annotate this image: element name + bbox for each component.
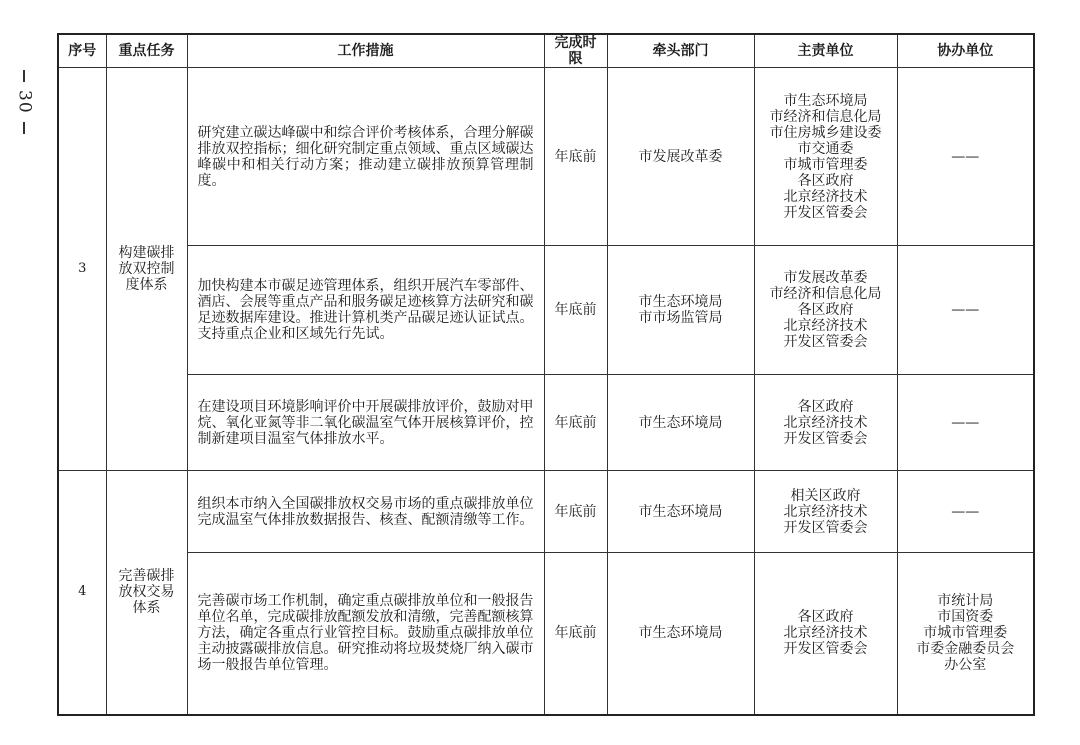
row-measure: 完善碳市场工作机制，确定重点碳排放单位和一般报告单位名单，完成碳排放配额发放和清缴，完善配额核算方法，确定各重点行业管控目标。鼓励重点碳排放单位主动披露碳排放信息。研究推动将垃圾焚烧厂纳入碳市场一般报告单位管理。	[187, 553, 544, 715]
assist-unit-item: 市统计局	[937, 593, 994, 610]
resp-unit-item: 北京经济技术	[783, 503, 868, 520]
row-deadline: 年底前	[544, 375, 607, 471]
page-number	[10, 66, 38, 138]
resp-unit-item: 开发区管委会	[783, 204, 868, 221]
row-lead-dept	[607, 68, 754, 246]
row-resp-unit	[754, 553, 897, 715]
assist-unit-item: 市委金融委员会	[916, 641, 1015, 658]
row-assist-unit: ——	[897, 68, 1034, 246]
header-lead-dept: 牵头部门	[607, 34, 754, 68]
assist-unit-item: 市国资委	[937, 609, 994, 626]
lead-dept-item: 市生态环境局	[638, 503, 723, 520]
resp-unit-item: 北京经济技术	[783, 188, 868, 205]
row-lead-dept	[607, 471, 754, 553]
assist-unit-item: 市城市管理委	[923, 625, 1008, 642]
resp-unit-item: 开发区管委会	[783, 334, 868, 350]
row-resp-unit	[754, 68, 897, 246]
row-deadline: 年底前	[544, 68, 607, 246]
page-number-dash-bottom	[23, 122, 25, 134]
row-deadline: 年底前	[544, 553, 607, 715]
resp-unit-item: 市生态环境局	[783, 92, 868, 109]
row-lead-dept	[607, 375, 754, 471]
row-seq: 3	[58, 68, 106, 471]
assist-unit-item: 办公室	[944, 657, 987, 674]
table-row	[58, 375, 1034, 471]
header-task: 重点任务	[106, 34, 187, 68]
header-resp-unit: 主责单位	[754, 34, 897, 68]
row-resp-unit	[754, 246, 897, 375]
row-measure: 组织本市纳入全国碳排放权交易市场的重点碳排放单位完成温室气体排放数据报告、核查、配额清缴等工作。	[187, 471, 544, 553]
resp-unit-item: 各区政府	[797, 172, 854, 189]
lead-dept-item: 市生态环境局	[638, 414, 723, 431]
row-seq: 4	[58, 471, 106, 715]
lead-dept-item: 市市场监管局	[638, 310, 723, 326]
lead-dept-item: 市生态环境局	[638, 625, 723, 642]
resp-unit-item: 相关区政府	[790, 487, 861, 504]
resp-unit-item: 各区政府	[797, 398, 854, 415]
row-assist-unit	[897, 553, 1034, 715]
row-assist-unit: ——	[897, 246, 1034, 375]
row-lead-dept	[607, 246, 754, 375]
page-number-dash-top	[23, 70, 25, 82]
table-row	[58, 68, 1034, 246]
header-seq: 序号	[58, 34, 106, 68]
resp-unit-item: 市经济和信息化局	[769, 286, 882, 302]
row-task: 构建碳排放双控制度体系	[106, 68, 187, 471]
resp-unit-item: 市发展改革委	[783, 270, 868, 286]
table-row	[58, 471, 1034, 553]
resp-unit-item: 北京经济技术	[783, 318, 868, 334]
resp-unit-item: 开发区管委会	[783, 519, 868, 536]
row-deadline: 年底前	[544, 471, 607, 553]
row-lead-dept	[607, 553, 754, 715]
header-assist-unit: 协办单位	[897, 34, 1034, 68]
resp-unit-item: 开发区管委会	[783, 430, 868, 447]
table-row	[58, 553, 1034, 715]
header-measure: 工作措施	[187, 34, 544, 68]
header-row	[58, 34, 1034, 68]
lead-dept-item: 市生态环境局	[638, 294, 723, 310]
header-deadline: 完成时限	[544, 34, 607, 68]
row-resp-unit	[754, 375, 897, 471]
row-measure: 在建设项目环境影响评价中开展碳排放评价，鼓励对甲烷、氧化亚氮等非二氧化碳温室气体开展核算评价，控制新建项目温室气体排放水平。	[187, 375, 544, 471]
row-deadline: 年底前	[544, 246, 607, 375]
resp-unit-item: 各区政府	[797, 609, 854, 626]
resp-unit-item: 各区政府	[797, 302, 854, 318]
row-assist-unit: ——	[897, 471, 1034, 553]
page-number-text: 30	[14, 90, 35, 114]
lead-dept-item: 市发展改革委	[638, 148, 723, 165]
resp-unit-item: 市城市管理委	[783, 156, 868, 173]
row-task: 完善碳排放权交易体系	[106, 471, 187, 715]
resp-unit-item: 市住房城乡建设委	[769, 124, 882, 141]
row-measure: 加快构建本市碳足迹管理体系，组织开展汽车零部件、酒店、会展等重点产品和服务碳足迹核算方法研究和碳足迹数据库建设。推进计算机类产品碳足迹认证试点。支持重点企业和区域先行先试。	[187, 246, 544, 375]
row-assist-unit: ——	[897, 375, 1034, 471]
resp-unit-item: 开发区管委会	[783, 641, 868, 658]
table-row	[58, 246, 1034, 375]
resp-unit-item: 市经济和信息化局	[769, 108, 882, 125]
task-table	[57, 33, 1035, 716]
resp-unit-item: 市交通委	[797, 140, 854, 157]
resp-unit-item: 北京经济技术	[783, 414, 868, 431]
resp-unit-item: 北京经济技术	[783, 625, 868, 642]
row-resp-unit	[754, 471, 897, 553]
row-measure: 研究建立碳达峰碳中和综合评价考核体系，合理分解碳排放双控指标；细化研究制定重点领域、重点区域碳达峰碳中和相关行动方案；推动建立碳排放预算管理制度。	[187, 68, 544, 246]
